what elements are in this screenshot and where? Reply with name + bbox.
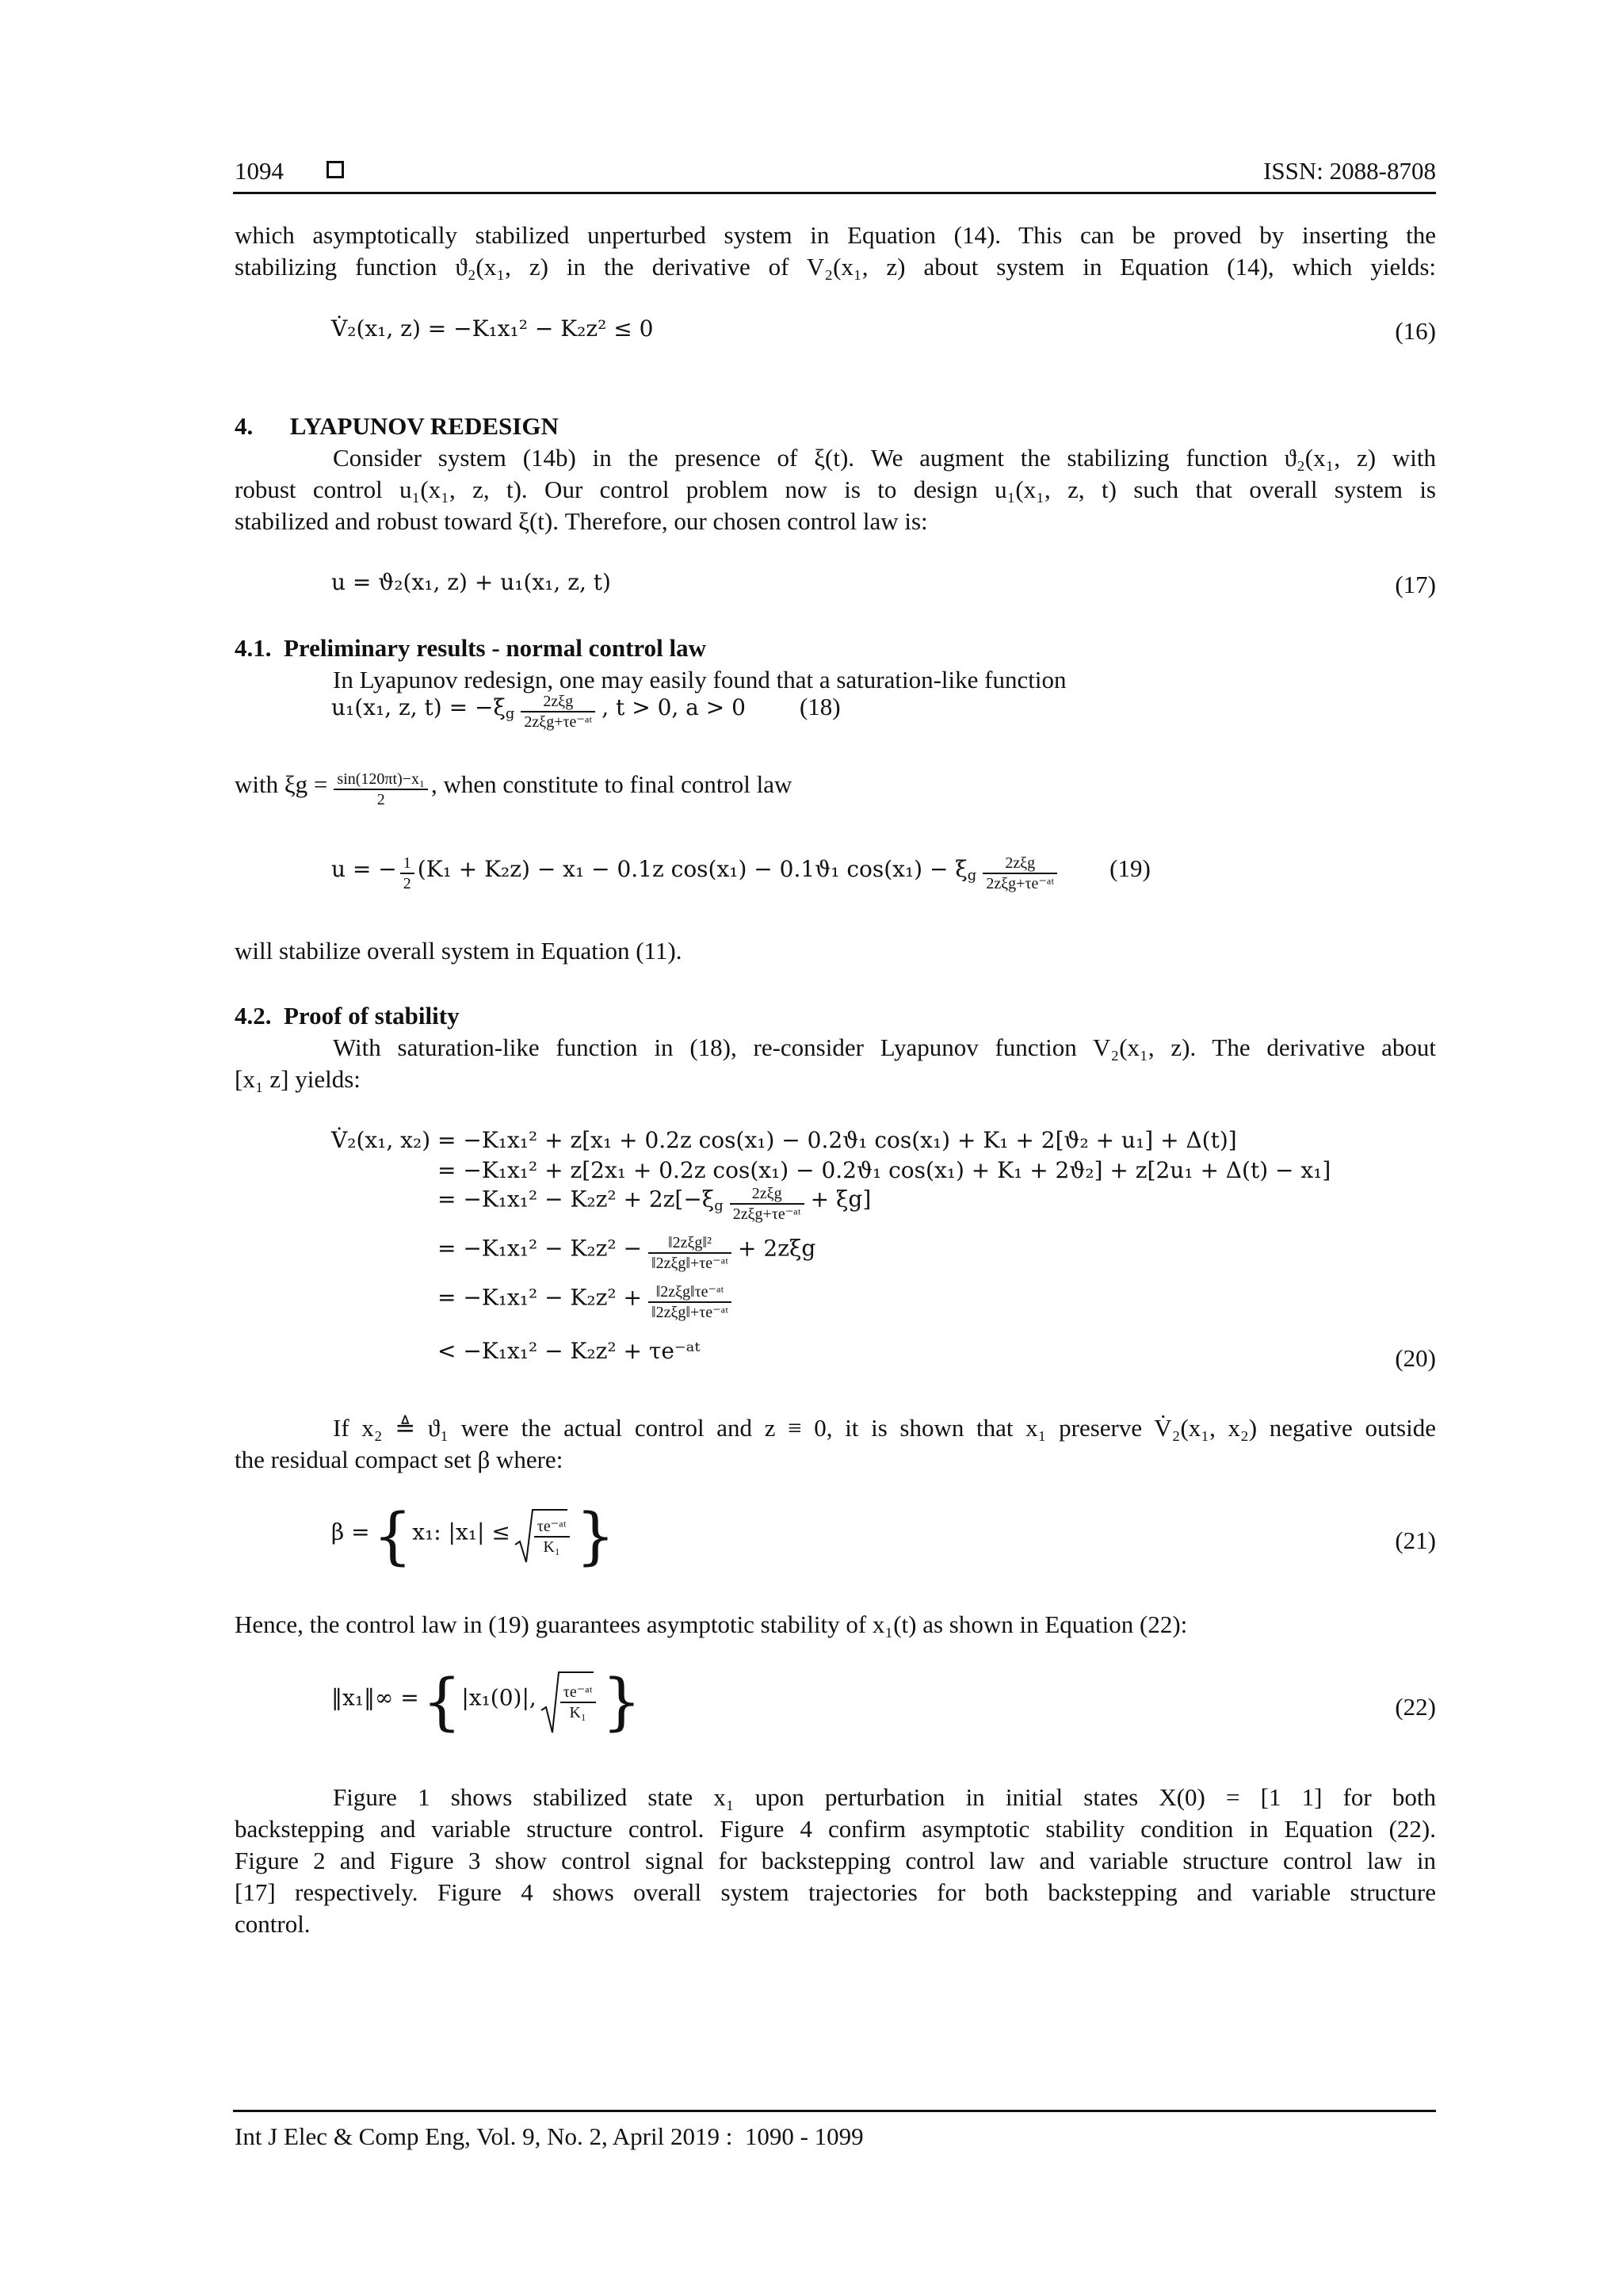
- if-paragraph-line-1: If x₂ ≜ ϑ₁ were the actual control and z ≡ 0, it is shown that x₁ preserve V̇₂(x₁, x₂) negative outside: [333, 1414, 1436, 1442]
- equation-18-fraction: [521, 692, 595, 732]
- equation-20-line-3-numerator: 2zξg: [730, 1184, 804, 1205]
- right-brace-icon: }: [575, 1501, 616, 1572]
- closing-line-3: Figure 2 and Figure 3 show control signal for backstepping control law and variable structure control law in: [235, 1847, 1436, 1874]
- equation-17-number: (17): [1395, 571, 1436, 598]
- equation-20-line-5-numerator: ‖2zξg‖τe⁻ᵃᵗ: [648, 1282, 731, 1303]
- intro-line-2: stabilizing function ϑ₂(x₁, z) in the derivative of V₂(x₁, z) about system in Equation (14), which yields:: [235, 253, 1436, 281]
- if-paragraph-line-2: the residual compact set β where:: [235, 1446, 563, 1473]
- equation-20-line-4-left: = −K₁x₁² − K₂z² −: [437, 1235, 642, 1262]
- equation-20-line-3: = −K₁x₁² − K₂z² + 2z[−ξg $\frac{\text{2zξg}}{\text{2zξg+τe⁻ᵃᵗ}}$ + ξg]: [437, 1185, 872, 1223]
- equation-18-right: , t > 0, a > 0: [601, 694, 746, 720]
- equation-20-line-1: V̇₂(x₁, x₂) = −K₁x₁² + z[x₁ + 0.2z cos(x₁) − 0.2ϑ₁ cos(x₁) + K₁ + 2[ϑ₂ + u₁] + Δ(t)]: [331, 1127, 1237, 1153]
- equation-20-line-3-right: + ξg]: [810, 1186, 872, 1213]
- equation-20-line-6: < −K₁x₁² − K₂z² + τe⁻ᵃᵗ: [437, 1338, 701, 1364]
- closing-line-1: Figure 1 shows stabilized state x₁ upon perturbation in initial states X(0) = [1 1] for both: [333, 1783, 1436, 1811]
- footer-rule: [233, 2110, 1436, 2112]
- equation-18: u₁(x₁, z, t) = −ξg $\frac{\text{2zξg}}{\text{2zξg+τe⁻ᵃᵗ}}$ , t > 0, a > 0 (18): [331, 693, 841, 732]
- equation-21-set: x₁: |x₁| ≤: [412, 1519, 510, 1545]
- equation-20-line-2: = −K₁x₁² + z[2x₁ + 0.2z cos(x₁) − 0.2ϑ₁ cos(x₁) + K₁ + 2ϑ₂] + z[2u₁ + Δ(t) − x₁]: [437, 1157, 1331, 1183]
- section-4-1-line-1: In Lyapunov redesign, one may easily found that a saturation-like function: [333, 666, 1067, 693]
- equation-17-expression: u = ϑ₂(x₁, z) + u₁(x₁, z, t): [331, 569, 611, 595]
- section-4-2-heading: 4.2. Proof of stability: [235, 1002, 460, 1030]
- equation-22-set: |x₁(0)|,: [461, 1684, 537, 1711]
- xi-g-fraction: [334, 770, 428, 809]
- equation-20-line-4-denominator: ‖2zξg‖+τe⁻ᵃᵗ: [651, 1255, 729, 1272]
- equation-22-lhs: ‖x₁‖∞ =: [331, 1684, 419, 1711]
- equation-20-line-5: [437, 1282, 735, 1322]
- section-4-line-1: Consider system (14b) in the presence of ξ(t). We augment the stabilizing function ϑ₂(x₁, z) with: [333, 444, 1436, 472]
- closing-line-2: backstepping and variable structure control. Figure 4 confirm asymptotic stability condition in Equation (22).: [235, 1815, 1436, 1843]
- equation-19-middle: (K₁ + K₂z) − x₁ − 0.1z cos(x₁) − 0.1ϑ₁ cos(x₁) − ξ: [417, 856, 968, 882]
- header-rule: [233, 192, 1436, 194]
- section-4-2-line-1: With saturation-like function in (18), re-consider Lyapunov function V₂(x₁, z). The derivative about: [333, 1033, 1436, 1061]
- equation-18-numerator: 2zξg: [521, 692, 595, 712]
- equation-18-left: u₁(x₁, z, t) = −ξ: [331, 694, 506, 720]
- equation-21-denominator: K₁: [543, 1538, 560, 1556]
- equation-19-denominator: 2zξg+τe⁻ᵃᵗ: [986, 875, 1055, 893]
- section-4-line-3: stabilized and robust toward ξ(t). Therefore, our chosen control law is:: [235, 507, 928, 535]
- equation-21: [331, 1501, 1436, 1577]
- equation-16: [331, 315, 1436, 347]
- equation-20: [331, 1127, 1436, 1396]
- xi-g-numerator: sin(120πt)−x₁: [334, 770, 428, 790]
- equation-20-line-4: [437, 1233, 815, 1273]
- closing-line-5: control.: [235, 1910, 311, 1938]
- page-number: 1094: [235, 157, 284, 185]
- equation-20-line-3-left: = −K₁x₁² − K₂z² + 2z[−ξ: [437, 1186, 715, 1213]
- xi-g-prefix: with ξg =: [235, 770, 328, 798]
- equation-19-numerator: 2zξg: [983, 854, 1057, 874]
- equation-21-number: (21): [1395, 1526, 1436, 1554]
- equation-20-line-4-right: + 2zξg: [738, 1235, 816, 1262]
- xi-g-suffix: , when constitute to final control law: [431, 770, 792, 798]
- equation-19-fraction: [983, 854, 1057, 893]
- equation-21-lhs: β =: [331, 1519, 370, 1545]
- equation-18-number: (18): [799, 693, 841, 720]
- equation-19-half-denominator: 2: [403, 875, 411, 893]
- section-4-line-2: robust control u₁(x₁, z, t). Our control problem now is to design u₁(x₁, z, t) such that overall system is: [235, 476, 1436, 503]
- equation-20-number: (20): [1395, 1344, 1436, 1372]
- section-4-1-heading: 4.1. Preliminary results - normal control law: [235, 634, 706, 662]
- hence-line: Hence, the control law in (19) guarantees asymptotic stability of x₁(t) as shown in Equation (22):: [235, 1610, 1188, 1638]
- equation-19-half-numerator: 1: [400, 854, 414, 874]
- equation-16-number: (16): [1395, 317, 1436, 345]
- left-brace-icon: {: [422, 1667, 462, 1738]
- equation-19: u = − $\frac{1}{2}$ (K₁ + K₂z) − x₁ − 0.1z cos(x₁) − 0.1ϑ₁ cos(x₁) − ξg $\frac{\text{2zξg}}{\text{2zξg+τe⁻ᵃᵗ}}$ (19): [331, 854, 1151, 893]
- equation-22-denominator: K₁: [569, 1704, 586, 1721]
- right-brace-icon: }: [601, 1667, 642, 1738]
- left-brace-icon: {: [372, 1501, 413, 1572]
- equation-20-line-5-denominator: ‖2zξg‖+τe⁻ᵃᵗ: [651, 1304, 729, 1321]
- xi-g-denominator: 2: [376, 791, 385, 809]
- equation-18-denominator: 2zξg+τe⁻ᵃᵗ: [524, 713, 593, 732]
- intro-line-1: which asymptotically stabilized unperturbed system in Equation (14). This can be proved by inserting the: [235, 221, 1436, 249]
- equation-20-line-5-left: = −K₁x₁² − K₂z² +: [437, 1284, 642, 1311]
- section-4-heading: 4. LYAPUNOV REDESIGN: [235, 412, 559, 440]
- equation-22-numerator: τe⁻ᵃᵗ: [560, 1683, 596, 1703]
- closing-line-4: [17] respectively. Figure 4 shows overall system trajectories for both backstepping and variable structure: [235, 1878, 1436, 1906]
- equation-21-numerator: τe⁻ᵃᵗ: [534, 1517, 570, 1538]
- footer-journal: Int J Elec & Comp Eng, Vol. 9, No. 2, April 2019 : 1090 - 1099: [235, 2122, 864, 2150]
- equation-16-expression: V̇₂(x₁, z) = −K₁x₁² − K₂z² ≤ 0: [331, 315, 654, 342]
- xi-g-definition: [235, 769, 792, 813]
- equation-22: [331, 1669, 1436, 1745]
- equation-20-line-3-denominator: 2zξg+τe⁻ᵃᵗ: [732, 1205, 801, 1223]
- equation-20-line-4-numerator: ‖2zξg‖²: [648, 1233, 731, 1254]
- equation-22-number: (22): [1395, 1693, 1436, 1721]
- section-4-1-after: will stabilize overall system in Equation (11).: [235, 937, 682, 965]
- equation-19-number: (19): [1109, 854, 1151, 882]
- issn: ISSN: 2088-8708: [1263, 157, 1436, 185]
- equation-19-left: u = −: [331, 856, 397, 882]
- equation-17: [331, 569, 1436, 601]
- checkbox-glyph-icon: [327, 161, 344, 178]
- section-4-2-line-2: [x₁ z] yields:: [235, 1065, 361, 1093]
